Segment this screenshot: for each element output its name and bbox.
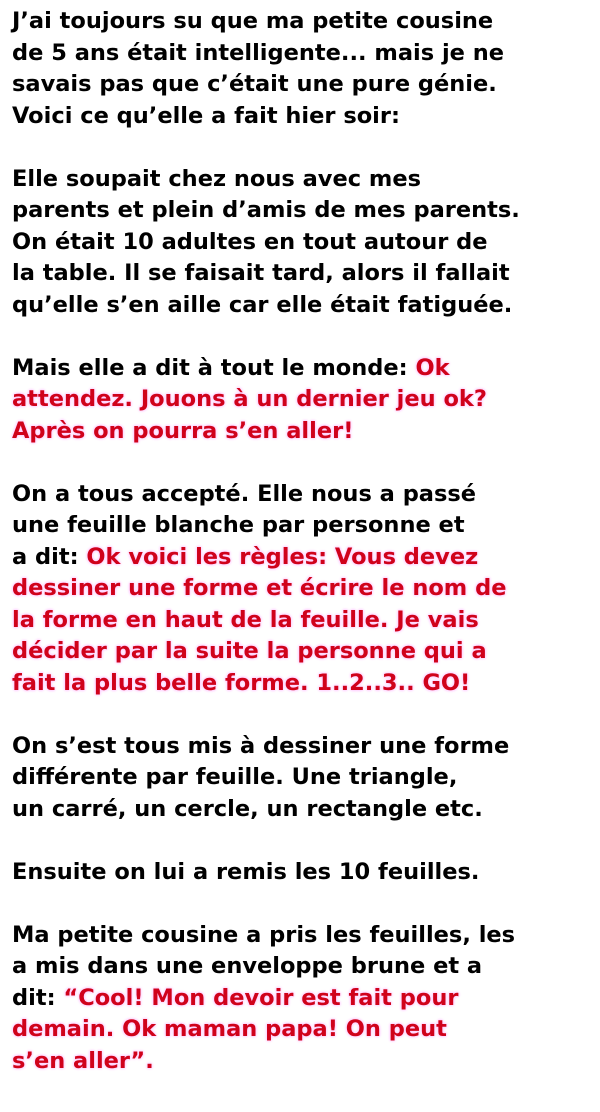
quote-highlight: “Cool! Mon devoir est fait pour demain. Ok maman papa! On peut s’en aller”. [12,984,459,1074]
paragraph-text: Mais elle a dit à tout le monde: [12,354,416,381]
paragraph-punchline [12,920,592,1078]
paragraph-drawing: On s’est tous mis à dessiner une forme différente par feuille. Une triangle, un carré, un cercle, un rectangle etc. [12,732,510,822]
paragraph-last-game [12,353,592,448]
paragraph-text: Ma petite cousine a pris les feuilles, les a mis dans une enveloppe brune et a dit: [12,921,516,1011]
paragraph-rules [12,479,592,700]
paragraph-dinner: Elle soupait chez nous avec mes parents et plein d’amis de mes parents. On était 10 adultes en tout autour de la table. Il se faisait tard, alors il fallait qu’elle s’en aille car elle était fatiguée. [12,165,520,318]
paragraph-text: On a tous accepté. Elle nous a passé une feuille blanche par personne et a dit: [12,480,477,570]
paragraph-handover: Ensuite on lui a remis les 10 feuilles. [12,858,480,885]
quote-highlight: Ok attendez. Jouons à un dernier jeu ok? Après on pourra s’en aller! [12,354,487,444]
paragraph-intro: J’ai toujours su que ma petite cousine de 5 ans était intelligente... mais je ne savais pas que c’était une pure génie. Voici ce qu’elle a fait hier soir: [12,8,505,129]
quote-highlight: Ok voici les règles: Vous devez dessiner une forme et écrire le nom de la forme en haut de la feuille. Je vais décider par la suite la personne qui a fait la plus belle forme. 1..2..3.. GO! [12,543,507,696]
